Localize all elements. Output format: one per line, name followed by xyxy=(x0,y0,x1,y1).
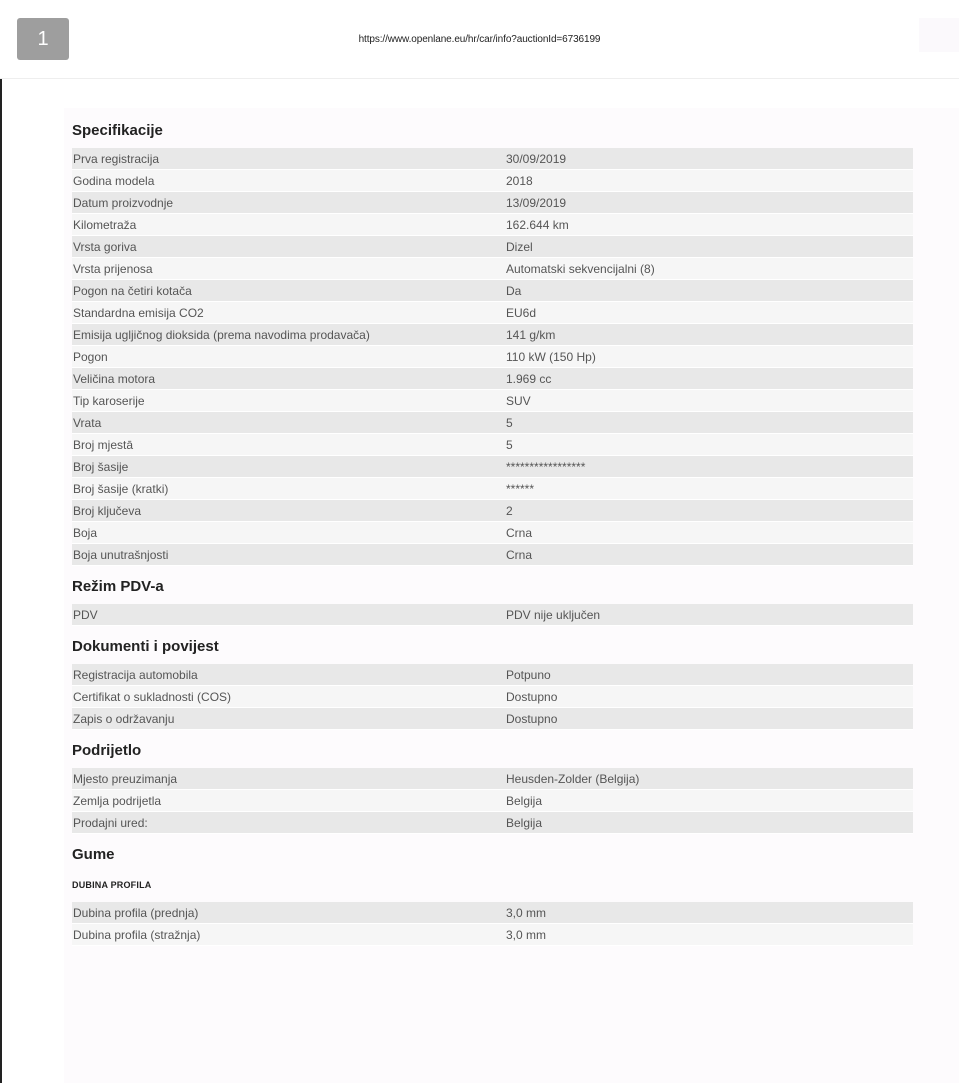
spec-row xyxy=(72,812,913,834)
spec-row xyxy=(72,924,913,946)
page-header xyxy=(0,0,959,79)
section-2 xyxy=(72,636,913,730)
spec-label: Tip karoserije xyxy=(73,394,145,408)
spec-value: Dostupno xyxy=(506,690,558,704)
spec-row xyxy=(72,790,913,812)
spec-label: Broj šasije (kratki) xyxy=(73,482,169,496)
spec-value: 3,0 mm xyxy=(506,906,547,920)
spec-label: Standardna emisija CO2 xyxy=(73,306,204,320)
section-title: Specifikacije xyxy=(72,122,163,139)
spec-label: Boja unutrašnjosti xyxy=(73,548,169,562)
spec-label: Veličina motora xyxy=(73,372,156,386)
spec-label: Godina modela xyxy=(73,174,155,188)
spec-row xyxy=(72,434,913,456)
spec-label: Prodajni ured: xyxy=(73,816,148,830)
spec-row xyxy=(72,768,913,790)
spec-value: 2018 xyxy=(506,174,533,188)
section-3 xyxy=(72,740,913,834)
spec-row xyxy=(72,456,913,478)
details-content xyxy=(72,118,913,956)
spec-value: EU6d xyxy=(506,306,537,320)
section-1 xyxy=(72,576,913,626)
spec-value: PDV nije uključen xyxy=(506,608,601,622)
spec-row xyxy=(72,478,913,500)
spec-row xyxy=(72,192,913,214)
spec-row xyxy=(72,346,913,368)
spec-label: Certifikat o sukladnosti (COS) xyxy=(73,690,232,704)
spec-label: Emisija ugljičnog dioksida (prema navodima prodavača) xyxy=(73,328,370,342)
spec-value: 13/09/2019 xyxy=(506,196,567,210)
spec-label: Broj mjestā xyxy=(73,438,134,452)
section-title: Podrijetlo xyxy=(72,742,142,759)
spec-value: 5 xyxy=(506,416,513,430)
spec-value: Dostupno xyxy=(506,712,558,726)
spec-value: 110 kW (150 Hp) xyxy=(506,350,596,364)
spec-row xyxy=(72,522,913,544)
section-title: Dokumenti i povijest xyxy=(72,638,219,655)
spec-row xyxy=(72,258,913,280)
spec-label: Datum proizvodnje xyxy=(73,196,174,210)
spec-label: Dubina profila (stražnja) xyxy=(73,928,201,942)
section-4 xyxy=(72,844,913,946)
spec-value: 2 xyxy=(506,504,513,518)
spec-row xyxy=(72,390,913,412)
spec-value: Da xyxy=(506,284,522,298)
section-subtitle: DUBINA PROFILA xyxy=(72,880,152,890)
spec-row xyxy=(72,214,913,236)
spec-row xyxy=(72,280,913,302)
spec-row xyxy=(72,368,913,390)
spec-label: Pogon na četiri kotača xyxy=(73,284,192,298)
spec-label: Registracija automobila xyxy=(73,668,198,682)
section-title: Gume xyxy=(72,846,115,863)
spec-row xyxy=(72,686,913,708)
spec-label: PDV xyxy=(73,608,98,622)
spec-row xyxy=(72,500,913,522)
spec-value: SUV xyxy=(506,394,531,408)
spec-value: Crna xyxy=(506,548,533,562)
spec-label: Zapis o održavanju xyxy=(73,712,175,726)
spec-value: Belgija xyxy=(506,816,543,830)
spec-row xyxy=(72,148,913,170)
spec-label: Broj ključeva xyxy=(73,504,142,518)
spec-label: Vrata xyxy=(73,416,102,430)
spec-value: 5 xyxy=(506,438,513,452)
spec-label: Dubina profila (prednja) xyxy=(73,906,199,920)
section-0 xyxy=(72,120,913,566)
left-edge-border xyxy=(0,0,2,1083)
spec-label: Boja xyxy=(73,526,98,540)
spec-row xyxy=(72,902,913,924)
header-right-panel xyxy=(919,18,959,52)
spec-label: Vrsta goriva xyxy=(73,240,137,254)
spec-row xyxy=(72,324,913,346)
spec-row xyxy=(72,302,913,324)
spec-row xyxy=(72,236,913,258)
spec-value: 141 g/km xyxy=(506,328,556,342)
spec-row xyxy=(72,412,913,434)
spec-value: Automatski sekvencijalni (8) xyxy=(506,262,655,276)
spec-value: 30/09/2019 xyxy=(506,152,567,166)
spec-value: Crna xyxy=(506,526,533,540)
spec-label: Prva registracija xyxy=(73,152,160,166)
spec-row xyxy=(72,664,913,686)
spec-label: Zemlja podrijetla xyxy=(73,794,162,808)
spec-value: Potpuno xyxy=(506,668,551,682)
spec-value: 162.644 km xyxy=(506,218,569,232)
section-title: Režim PDV-a xyxy=(72,578,164,595)
spec-value: 3,0 mm xyxy=(506,928,547,942)
vehicle-details-card xyxy=(64,108,959,1083)
spec-label: Vrsta prijenosa xyxy=(73,262,153,276)
spec-row xyxy=(72,604,913,626)
spec-label: Pogon xyxy=(73,350,108,364)
spec-value: ***************** xyxy=(506,460,586,474)
spec-label: Broj šasije xyxy=(73,460,129,474)
spec-value: Belgija xyxy=(506,794,543,808)
page-url[interactable]: https://www.openlane.eu/hr/car/info?auctionId=6736199 xyxy=(358,34,601,45)
spec-row xyxy=(72,544,913,566)
spec-label: Kilometraža xyxy=(73,218,137,232)
spec-value: 1.969 cc xyxy=(506,372,552,386)
page-number-badge: 1 xyxy=(17,18,69,60)
spec-value: Dizel xyxy=(506,240,533,254)
spec-row xyxy=(72,170,913,192)
spec-value: ****** xyxy=(506,482,535,496)
spec-label: Mjesto preuzimanja xyxy=(73,772,178,786)
spec-value: Heusden-Zolder (Belgija) xyxy=(506,772,640,786)
spec-row xyxy=(72,708,913,730)
